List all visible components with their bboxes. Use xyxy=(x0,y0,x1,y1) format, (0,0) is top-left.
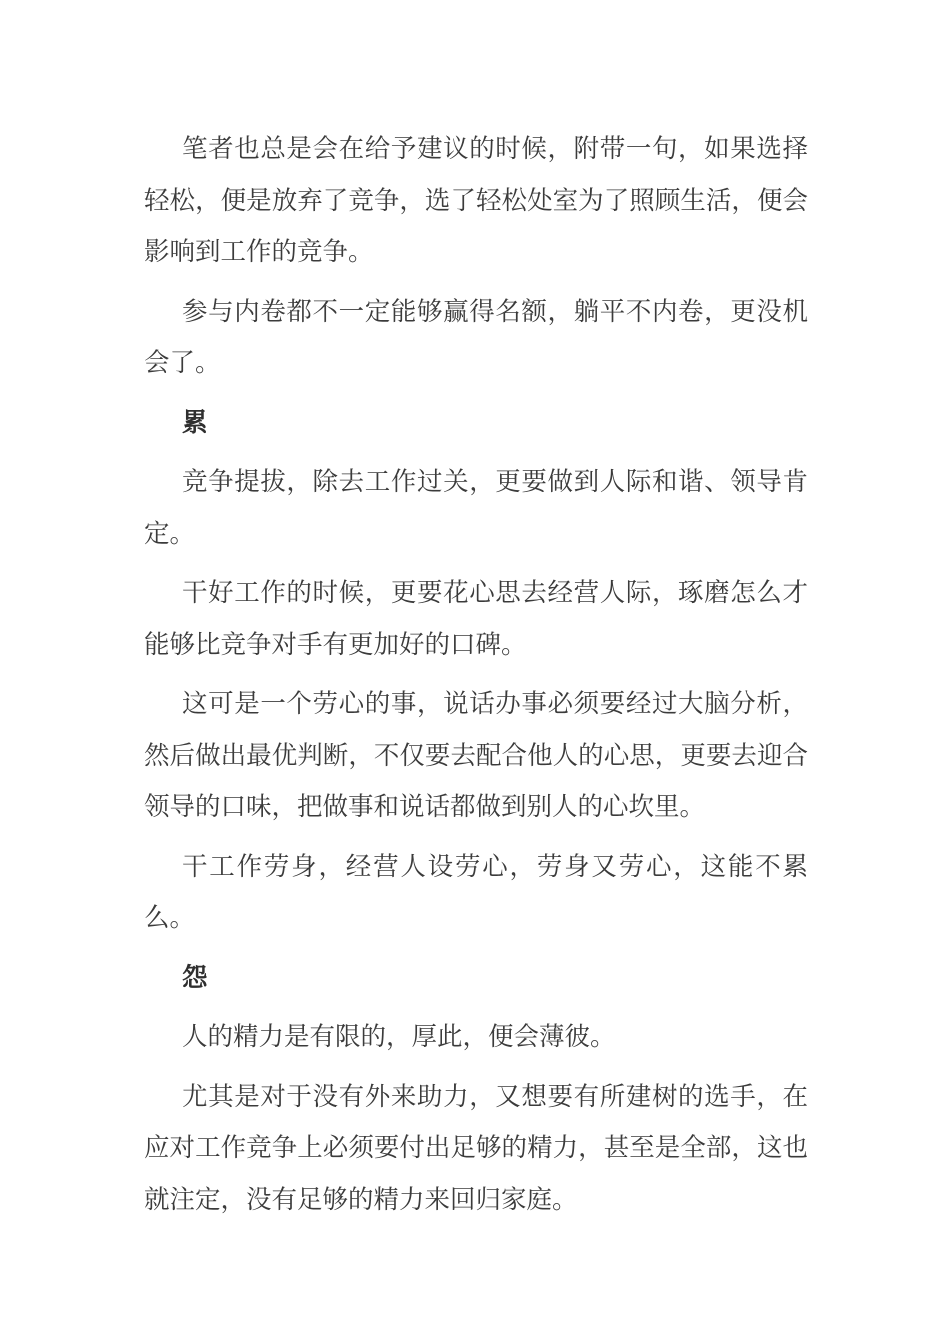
paragraph: 这可是一个劳心的事，说话办事必须要经过大脑分析，然后做出最优判断，不仅要去配合他人的心思，更要去迎合领导的口味，把做事和说话都做到别人的心坎里。 xyxy=(144,689,808,822)
paragraph: 干工作劳身，经营人设劳心，劳身又劳心，这能不累么。 xyxy=(144,851,808,933)
paragraph: 干好工作的时候，更要花心思去经营人际，琢磨怎么才能够比竞争对手有更加好的口碑。 xyxy=(144,578,808,660)
paragraph: 尤其是对于没有外来助力，又想要有所建树的选手，在应对工作竞争上必须要付出足够的精力，甚至是全部，这也就注定，没有足够的精力来回归家庭。 xyxy=(144,1081,808,1215)
paragraph: 笔者也总是会在给予建议的时候，附带一句，如果选择轻松，便是放弃了竞争，选了轻松处室为了照顾生活，便会影响到工作的竞争。 xyxy=(144,134,808,267)
paragraph: 参与内卷都不一定能够赢得名额，躺平不内卷，更没机会了。 xyxy=(144,296,808,378)
paragraph: 竞争提拔，除去工作过关，更要做到人际和谐、领导肯定。 xyxy=(144,467,808,549)
section-heading-yuan: 怨 xyxy=(182,962,208,993)
paragraph: 人的精力是有限的，厚此，便会薄彼。 xyxy=(182,1022,616,1052)
article-body xyxy=(144,124,808,1234)
section-heading-lei: 累 xyxy=(182,407,208,438)
